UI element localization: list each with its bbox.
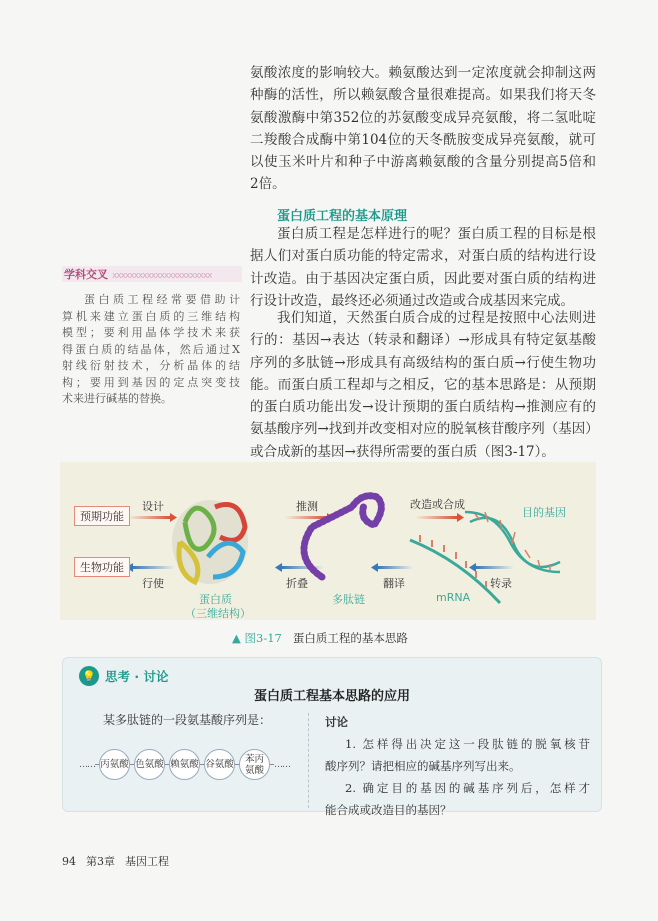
text-line: 行的：基因→表达（转录和翻译）→形成具有特定氨基酸 (250, 332, 596, 349)
amino-acid: 苯丙氨酸 (239, 749, 270, 780)
text-line: 种酶的活性，所以赖氨酸含量很难提高。如果我们将天冬 (250, 87, 596, 104)
label-target-gene: 目的基因 (522, 506, 566, 519)
text-line: 2倍。 (250, 176, 286, 193)
chapter-number: 第3章 (86, 855, 115, 868)
discussion-box (62, 657, 602, 817)
section-heading: 蛋白质工程的基本原理 (277, 209, 408, 224)
paragraph-lysine (250, 62, 596, 196)
discussion-tag-text: 思考 · 讨论 (105, 669, 169, 684)
text-line: 算机来建立蛋白质的三维结构 (62, 309, 240, 323)
figure-number: 图3-17 (244, 631, 282, 645)
label-polypeptide: 多肽链 (332, 593, 365, 606)
chain-dots: …… (79, 759, 95, 770)
page-number: 94 (62, 855, 76, 868)
label-design: 设计 (142, 500, 164, 513)
text-line: 得蛋白质的结晶体，然后通过X (62, 342, 240, 356)
amino-acid: 谷氨酸 (204, 749, 235, 780)
divider (308, 713, 309, 808)
label-modify-synthesize: 改造或合成 (410, 498, 465, 511)
label-translate: 翻译 (383, 577, 405, 590)
discussion-intro: 某多肽链的一段氨基酸序列是： (103, 713, 272, 727)
text-line: 能。而蛋白质工程却与之相反，它的基本思路是：从预期 (250, 376, 596, 393)
chain-dots: …… (274, 759, 290, 770)
question-line: 2. 确定目的基因的碱基序列后，怎样才 (345, 781, 590, 795)
label-infer: 推测 (296, 500, 318, 513)
label-perform: 行使 (142, 577, 164, 590)
sidebar-label-text: 学科交叉 (64, 268, 108, 281)
discussion-heading: 讨论 (325, 715, 348, 729)
sidebar-note (62, 292, 240, 408)
biological-function-box: 生物功能 (74, 557, 130, 577)
text-line: 氨基酸序列→找到并改变相对应的脱氧核苷酸序列（基因） (250, 421, 599, 438)
sidebar-label (62, 266, 242, 282)
label-protein-3d: （三维结构） (185, 607, 251, 620)
amino-acid: 色氨酸 (134, 749, 165, 780)
text-line: 据人们对蛋白质功能的特定需求，对蛋白质的结构进行设 (250, 248, 596, 265)
dna-helix-icon (465, 512, 560, 572)
text-line: 氨酸激酶中第352位的苏氨酸变成异亮氨酸，将二氢吡啶 (250, 109, 596, 126)
amino-acid: 丙氨酸 (99, 749, 130, 780)
figure-protein-engineering (60, 462, 596, 620)
text-line: 蛋白质工程经常要借助计 (84, 293, 240, 306)
text-line: 构；要用到基因的定点突变技 (62, 375, 240, 389)
paragraph-intro (250, 223, 596, 312)
text-line: 计改造。由于基因决定蛋白质，因此要对蛋白质的结构进 (250, 270, 596, 287)
label-transcribe: 转录 (490, 577, 512, 590)
figure-title: 蛋白质工程的基本思路 (292, 631, 408, 645)
text-line: 二羧酸合成酶中第104位的天冬酰胺变成异亮氨酸，就可 (250, 131, 596, 148)
text-line: 行设计改造，最终还必须通过改造或合成基因来完成。 (250, 292, 574, 309)
lightbulb-head-icon: 💡 (79, 666, 99, 686)
decorative-dots: xxxxxxxxxxxxxxxxxxxxxxx (112, 271, 212, 281)
discussion-tag (79, 666, 168, 686)
text-line: 的蛋白质功能出发→设计预期的蛋白质结构→推测应有的 (250, 399, 596, 416)
text-line: 序列的多肽链→形成具有高级结构的蛋白质→行使生物功 (250, 354, 596, 371)
question-line: 能合成或改造目的基因？ (325, 803, 452, 817)
text-line: 或合成新的基因→获得所需要的蛋白质（图3-17）。 (250, 443, 555, 460)
expected-function-box: 预期功能 (74, 506, 130, 526)
text-line: 蛋白质工程是怎样进行的呢？蛋白质工程的目标是根 (277, 226, 596, 242)
protein-structure-icon (172, 500, 248, 584)
amino-acid-chain (79, 749, 290, 780)
text-line: 我们知道，天然蛋白质合成的过程是按照中心法则进 (277, 310, 596, 326)
question-line: 酸序列？请把相应的碱基序列写出来。 (325, 759, 521, 773)
text-line: 以使玉米叶片和种子中游离赖氨酸的含量分别提高5倍和 (250, 154, 596, 171)
label-mrna: mRNA (436, 591, 471, 604)
page-footer (62, 853, 179, 869)
text-line: 模型；要利用晶体学技术来获 (62, 326, 240, 339)
discussion-title: 蛋白质工程基本思路的应用 (253, 689, 410, 704)
paragraph-central-dogma (250, 307, 599, 463)
triangle-icon: ▲ (232, 631, 241, 645)
text-line: 术来进行碱基的替换。 (62, 392, 172, 405)
chapter-title: 基因工程 (125, 855, 169, 868)
discussion-questions (325, 711, 590, 821)
text-line: 氨酸浓度的影响较大。赖氨酸达到一定浓度就会抑制这两 (250, 65, 596, 81)
amino-acid: 赖氨酸 (169, 749, 200, 780)
figure-illustration (60, 462, 596, 620)
figure-caption (232, 630, 408, 646)
question-line: 1. 怎样得出决定这一段肽链的脱氧核苷 (345, 737, 590, 751)
text-line: 射线衍射技术，分析晶体的结 (62, 359, 240, 372)
label-protein: 蛋白质 (199, 593, 232, 606)
label-fold: 折叠 (286, 577, 308, 590)
